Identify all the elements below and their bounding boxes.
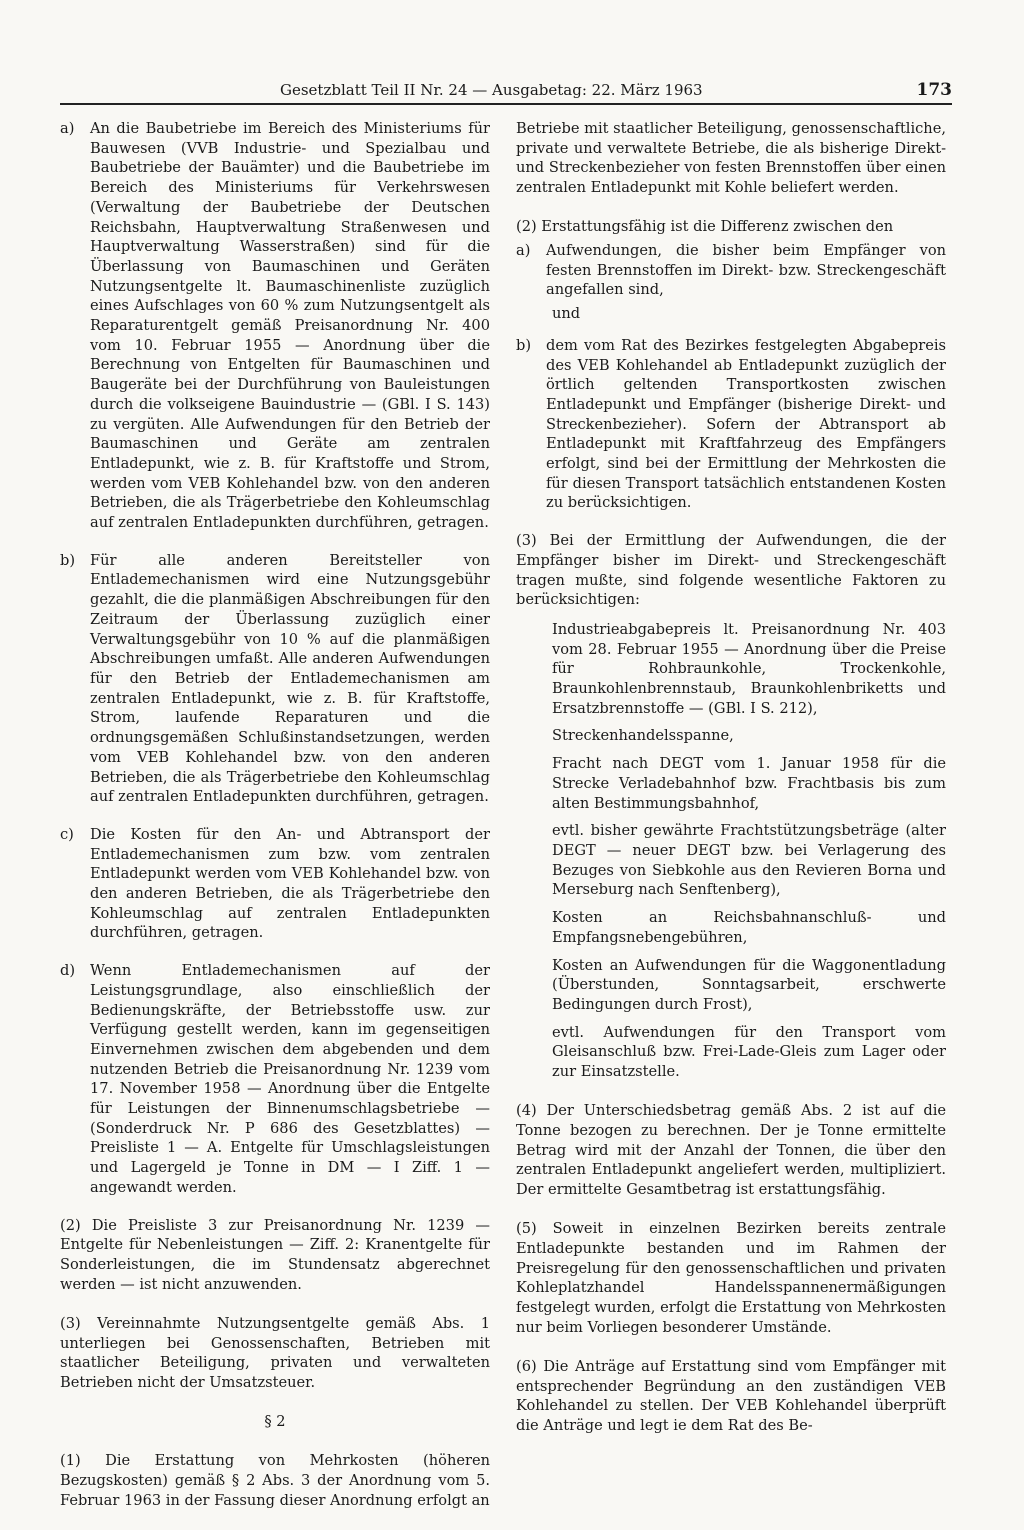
- paragraph-3: (3) Bei der Ermittlung der Aufwendungen, die der Empfänger bisher im Direkt- und Streckengeschäft tragen mußte, sind folgende wesentliche Faktoren zu berücksichtigen:: [516, 532, 946, 609]
- list-item-a: [516, 241, 946, 300]
- paragraph-6: (6) Die Anträge auf Erstattung sind vom Empfänger mit entsprechender Begründung an den zuständigen VEB Kohlehandel zu stellen. Der VEB Kohlehandel überprüft die Anträge und legt ie dem Rat des Be-: [516, 1357, 946, 1435]
- factor-2: Streckenhandelsspanne,: [552, 727, 734, 745]
- factor-7: evtl. Aufwendungen für den Transport vom Gleisanschluß bzw. Frei-Lade-Gleis zum Lager oder zur Einsatzstelle.: [552, 1023, 946, 1081]
- header-rule: [60, 103, 952, 105]
- factor-3: Fracht nach DEGT vom 1. Januar 1958 für die Strecke Verladebahnhof bzw. Frachtbasis bis zum alten Bestimmungsbahnhof,: [552, 755, 946, 812]
- page-number: 173: [916, 80, 952, 100]
- header-title: Gesetzblatt Teil II Nr. 24 — Ausgabetag: 22. März 1963: [280, 81, 703, 99]
- list-item-d: [60, 961, 490, 1197]
- paragraph-5: (5) Soweit in einzelnen Bezirken bereits zentrale Entladepunkte bestanden und im Rahmen der Preisregelung für den genossenschaftlichen und privaten Kohleplatzhandel Handelsspannenermäßigungen festgelegt wurden, erfolgt die Erstattung von Mehrkosten nur beim Vorliegen besonderer Umstände.: [516, 1220, 946, 1336]
- list-text: dem vom Rat des Bezirkes festgelegten Abgabepreis des VEB Kohlehandel ab Entladepunkt zuzüglich der örtlich geltenden Transportkosten zwischen Entladepunkt und Empfänger (bisherige Direkt- und Streckenbezieher). Sofern der Abtransport ab Entladepunkt mit Kraftfahrzeug des Empfängers erfolgt, sind bei der Ermittlung der Mehrkosten die für diesen Transport tatsächlich entstandenen Kosten zu berücksichtigen.: [546, 336, 946, 512]
- paragraph-4: (4) Der Unterschiedsbetrag gemäß Abs. 2 ist auf die Tonne bezogen zu berechnen. Der je Tonne ermittelte Betrag wird mit der Anzahl der Tonnen, die über den zentralen Entladepunkt angeliefert werden, multipliziert. Der ermittelte Gesamtbetrag ist erstattungsfähig.: [516, 1102, 946, 1199]
- list-text: An die Baubetriebe im Bereich des Ministeriums für Bauwesen (VVB Industrie- und Spezialbau und Baubetriebe der Bauämter) und die Baubetriebe im Bereich des Ministeriums für Verkehrswesen (Verwaltung der Baubetriebe der Deutschen Reichsbahn, Hauptverwaltung Straßenwesen und Hauptverwaltung Wasserstraßen) sind für die Überlassung von Baumaschinen und Geräten Nutzungsentgelte lt. Baumaschinenliste zuzüglich eines Aufschlages von 60 % zum Nutzungsentgelt als Reparaturentgelt gemäß Preisanordnung Nr. 400 vom 10. Februar 1955 — Anordnung über die Berechnung von Entgelten für Baumaschinen und Baugeräte bei der Durchführung von Bauleistungen durch die volkseigene Bauindustrie — (GBl. I S. 143) zu vergüten. Alle Aufwendungen für den Betrieb der Baumaschinen und Geräte am zentralen Entladepunkt, wie z. B. für Kraftstoffe und Strom, werden vom VEB Kohlehandel bzw. von den anderen Betrieben, die als Trägerbetriebe den Kohleumschlag auf zentralen Entladepunkten durchführen, getragen.: [90, 120, 490, 532]
- factor-4: evtl. bisher gewährte Frachtstützungsbeträge (alter DEGT — neuer DEGT bzw. bei Verlagerung des Bezuges von Siebkohle aus den Revieren Borna und Merseburg nach Senftenberg),: [552, 822, 946, 899]
- list-label: b): [516, 336, 532, 354]
- paragraph-2: (2) Erstattungsfähig ist die Differenz zwischen den: [516, 218, 894, 236]
- connector-und: und: [552, 305, 581, 323]
- section-heading: § 2: [264, 1413, 286, 1431]
- factor-6: Kosten an Aufwendungen für die Waggonentladung (Überstunden, Sonntagsarbeit, erschwerte Bedingungen durch Frost),: [552, 956, 946, 1013]
- list-label: c): [60, 825, 74, 843]
- list-text: Aufwendungen, die bisher beim Empfänger von festen Brennstoffen im Direkt- bzw. Streckengeschäft angefallen sind,: [546, 242, 946, 299]
- list-label: a): [516, 242, 531, 260]
- left-column: [60, 119, 490, 1530]
- factor-5: Kosten an Reichsbahnanschluß- und Empfangsnebengebühren,: [552, 909, 946, 946]
- list-text: Für alle anderen Bereitsteller von Entlademechanismen wird eine Nutzungsgebühr gezahlt, die die planmäßigen Abschreibungen für den Zeitraum der Überlassung zuzüglich einer Verwaltungsgebühr von 10 % auf die planmäßigen Abschreibungen umfaßt. Alle anderen Aufwendungen für den Betrieb der Entlademechanismen am zentralen Entladepunkt, wie z. B. für Kraftstoffe, Strom, laufende Reparaturen und die ordnungsgemäßen Schlußinstandsetzungen, werden vom VEB Kohlehandel bzw. von den anderen Betrieben, die als Trägerbetriebe den Kohleumschlag auf zentralen Entladepunkten durchführen, getragen.: [90, 551, 490, 806]
- paragraph-3: (3) Vereinnahmte Nutzungsentgelte gemäß Abs. 1 unterliegen bei Genossenschaften, Betrieben mit staatlicher Beteiligung, privaten und verwalteten Betrieben nicht der Umsatzsteuer.: [60, 1314, 490, 1391]
- continued-paragraph: Betriebe mit staatlicher Beteiligung, genossenschaftliche, private und verwaltete Betriebe, die als bisherige Direkt- und Streckenbezieher von festen Brennstoffen über einen zentralen Entladepunkt mit Kohle beliefert werden.: [516, 120, 946, 197]
- list-item-b: [516, 336, 946, 513]
- list-item-a: [60, 119, 490, 533]
- list-item-b: [60, 551, 490, 807]
- section-2-paragraph-1: (1) Die Erstattung von Mehrkosten (höheren Bezugskosten) gemäß § 2 Abs. 3 der Anordnung vom 5. Februar 1963 in der Fassung dieser Anordnung erfolgt an: [60, 1452, 490, 1509]
- paragraph-2: (2) Die Preisliste 3 zur Preisanordnung Nr. 1239 — Entgelte für Nebenleistungen — Ziff. 2: Kranentgelte für Sonderleistungen, die im Stundensatz abgerechnet werden — ist nicht anzuwenden.: [60, 1216, 490, 1293]
- list-text: Die Kosten für den An- und Abtransport der Entlademechanismen zum bzw. vom zentralen Entladepunkt werden vom VEB Kohlehandel bzw. von den anderen Betrieben, die als Trägerbetriebe den Kohleumschlag auf zentralen Entladepunkten durchführen, getragen.: [90, 825, 490, 942]
- list-label: d): [60, 962, 76, 980]
- list-item-c: [60, 825, 490, 943]
- list-label: b): [60, 551, 76, 569]
- list-label: a): [60, 120, 75, 137]
- factor-1: Industrieabgabepreis lt. Preisanordnung Nr. 403 vom 28. Februar 1955 — Anordnung über die Preise für Rohbraunkohle, Trockenkohle, Braunkohlenbrennstaub, Braunkohlenbriketts und Ersatzbrennstoffe — (GBl. I S. 212),: [552, 620, 946, 717]
- list-text: Wenn Entlademechanismen auf der Leistungsgrundlage, also einschließlich der Bedienungskräfte, der Betriebsstoffe usw. zur Verfügung gestellt werden, kann im gegenseitigen Einvernehmen zwischen dem abgebenden und dem nutzenden Betrieb die Preisanordnung Nr. 1239 vom 17. November 1958 — Anordnung über die Entgelte für Leistungen der Binnenumschlagsbetriebe — (Sonderdruck Nr. P 686 des Gesetzblattes) — Preisliste 1 — A. Entgelte für Umschlagsleistungen und Lagergeld je Tonne in DM — I Ziff. 1 — angewandt werden.: [90, 962, 490, 1196]
- right-column: [516, 119, 946, 1455]
